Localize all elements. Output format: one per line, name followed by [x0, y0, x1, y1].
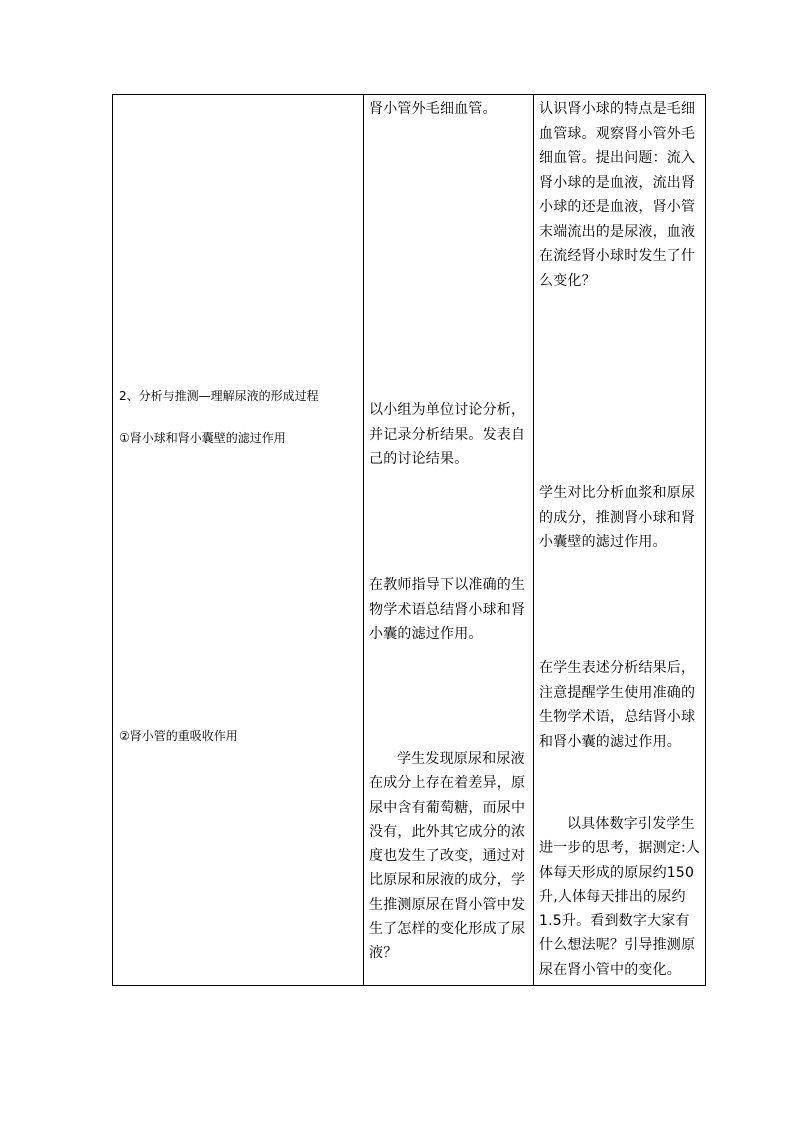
student-activity-4: 学生发现原尿和尿液在成分上存在着差异，原尿中含有葡萄糖，而尿中没有，此外其它成分的浓度也发生了改变，通过对比原尿和尿液的成分，学生推测原尿在肾小管中发生了怎样的变化形成了尿液？ — [369, 751, 526, 962]
subsection-reabsorption: ②肾小管的重吸收作用 — [119, 729, 238, 743]
student-activity-1: 肾小管外毛细血管。 — [369, 101, 497, 117]
column-divider — [363, 95, 364, 985]
teacher-activity-1: 认识肾小球的特点是毛细血管球。观察肾小管外毛细血管。提出问题：流入肾小球的是血液，流出肾小球的还是血液，肾小管末端流出的是尿液，血液在流经肾小球时发生了什么变化？ — [539, 101, 696, 289]
column-divider — [533, 95, 534, 985]
lesson-table — [112, 94, 706, 986]
student-activity-2: 以小组为单位讨论分析，并记录分析结果。发表自己的讨论结果。 — [369, 402, 526, 467]
teacher-activity-4: 以具体数字引发学生进一步的思考，据测定:人体每天形成的原尿约150升,人体每天排出的尿约1.5升。看到数字大家有什么想法呢？引导推测原尿在肾小管中的变化。 — [539, 816, 701, 978]
teacher-activity-3: 在学生表述分析结果后，注意提醒学生使用准确的生物学术语，总结肾小球和肾小囊的滤过作用。 — [539, 660, 696, 750]
teacher-activity-2: 学生对比分析血浆和原尿的成分，推测肾小球和肾小囊壁的滤过作用。 — [539, 485, 696, 550]
subsection-filtration: ①肾小球和肾小囊壁的滤过作用 — [119, 431, 286, 445]
section-heading: 2、分析与推测—理解尿液的形成过程 — [119, 389, 319, 403]
student-activity-3: 在教师指导下以准确的生物学术语总结肾小球和肾小囊的滤过作用。 — [369, 577, 526, 642]
